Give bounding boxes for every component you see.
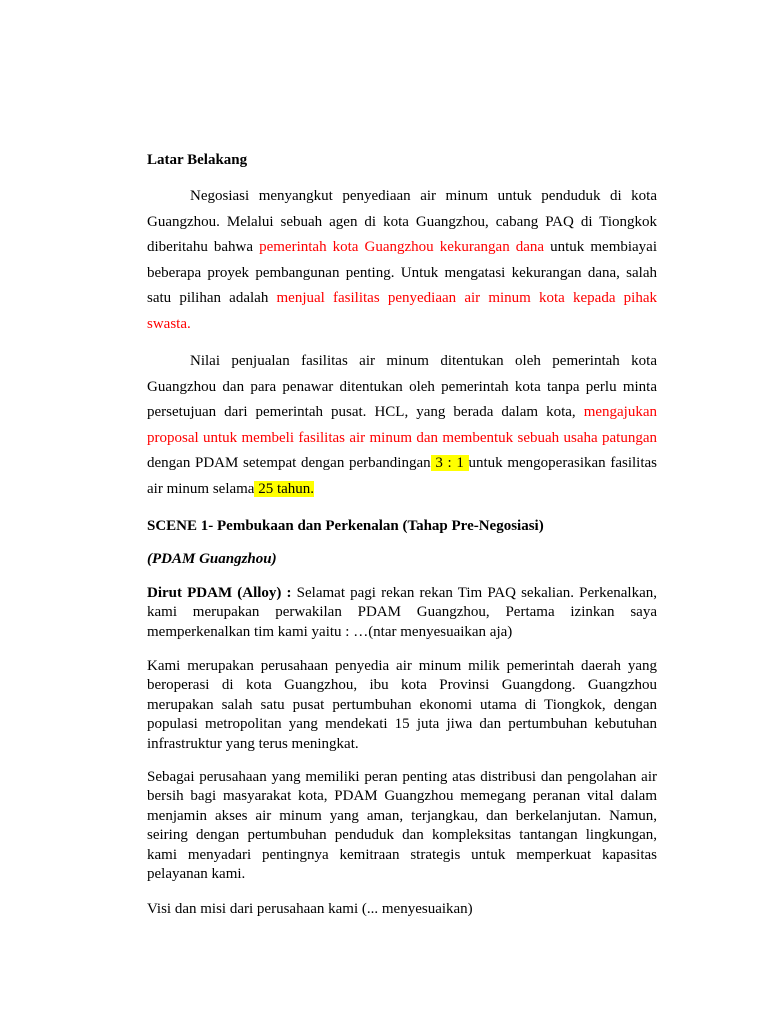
highlighted-red-text: mengajukan proposal untuk membeli fasilitas air minum dan membentuk sebuah usaha patungan — [147, 404, 657, 446]
text-run: dengan PDAM setempat dengan perbandingan — [147, 455, 431, 471]
section-heading: Latar Belakang — [147, 152, 248, 168]
yellow-highlight-ratio: 3 : 1 — [430, 455, 469, 471]
company-paragraph-1: Kami merupakan perusahaan penyedia air minum milik pemerintah daerah yang beroperasi di kota Guangzhou, ibu kota Provinsi Guangdong. Guangzhou merupakan salah satu pusat pertumbuhan ekonomi utama di Tiongkok, dengan populasi metropolitan yang mendekati 15 juta jiwa dan pertumbuhan kebutuhan infrastruktur yang terus meningkat. — [147, 658, 657, 752]
speaker-group: (PDAM Guangzhou) — [147, 551, 277, 567]
highlighted-red-text: pemerintah kota Guangzhou kekurangan dana — [259, 239, 545, 255]
speaker-label: Dirut PDAM (Alloy) : — [147, 585, 292, 601]
text-run: . — [187, 315, 191, 332]
background-paragraph-1 — [147, 184, 657, 337]
text-run: Nilai penjualan fasilitas air minum ditentukan oleh pemerintah kota Guangzhou dan para penawar ditentukan oleh pemerintah kota tanpa perlu minta persetujuan dari pemerintah pusat. HCL, yang berada dalam kota, — [147, 353, 657, 420]
dirut-paragraph — [147, 584, 657, 642]
company-paragraph-2: Sebagai perusahaan yang memiliki peran penting atas distribusi dan pengolahan air bersih bagi masyarakat kota, PDAM Guangzhou memegang peranan vital dalam menjamin akses air minum yang aman, terjangkau, dan berkelanjutan. Namun, seiring dengan pertumbuhan penduduk dan kompleksitas tantangan lingkungan, kami menyadari pentingnya kemitraan strategis untuk memperkuat kapasitas pelayanan kami. — [147, 769, 657, 883]
speaker-text: Selamat pagi rekan rekan Tim PAQ sekalian. Perkenalkan, kami merupakan perwakilan PDAM Guangzhou, Pertama izinkan saya memperkenalkan tim kami yaitu : …(ntar menyesuaikan aja) — [147, 585, 658, 640]
background-paragraph-2 — [147, 349, 657, 502]
vision-mission-paragraph: Visi dan misi dari perusahaan kami (... menyesuaikan) — [147, 901, 473, 917]
highlighted-red-text: menjual fasilitas penyediaan air minum kota kepada pihak swasta — [147, 290, 658, 332]
yellow-highlight-duration: 25 tahun. — [254, 480, 315, 497]
text-run: untuk mengoperasikan fasilitas air minum selama — [147, 455, 657, 497]
scene-title: SCENE 1- Pembukaan dan Perkenalan (Tahap Pre-Negosiasi) — [147, 518, 544, 534]
text-run: untuk membiayai beberapa proyek pembangunan penting. Untuk mengatasi kekurangan dana, salah satu pilihan adalah — [147, 239, 658, 306]
text-run: Negosiasi menyangkut penyediaan air minum untuk penduduk di kota Guangzhou. Melalui sebuah agen di kota Guangzhou, cabang PAQ di Tiongkok diberitahu bahwa — [147, 188, 657, 255]
